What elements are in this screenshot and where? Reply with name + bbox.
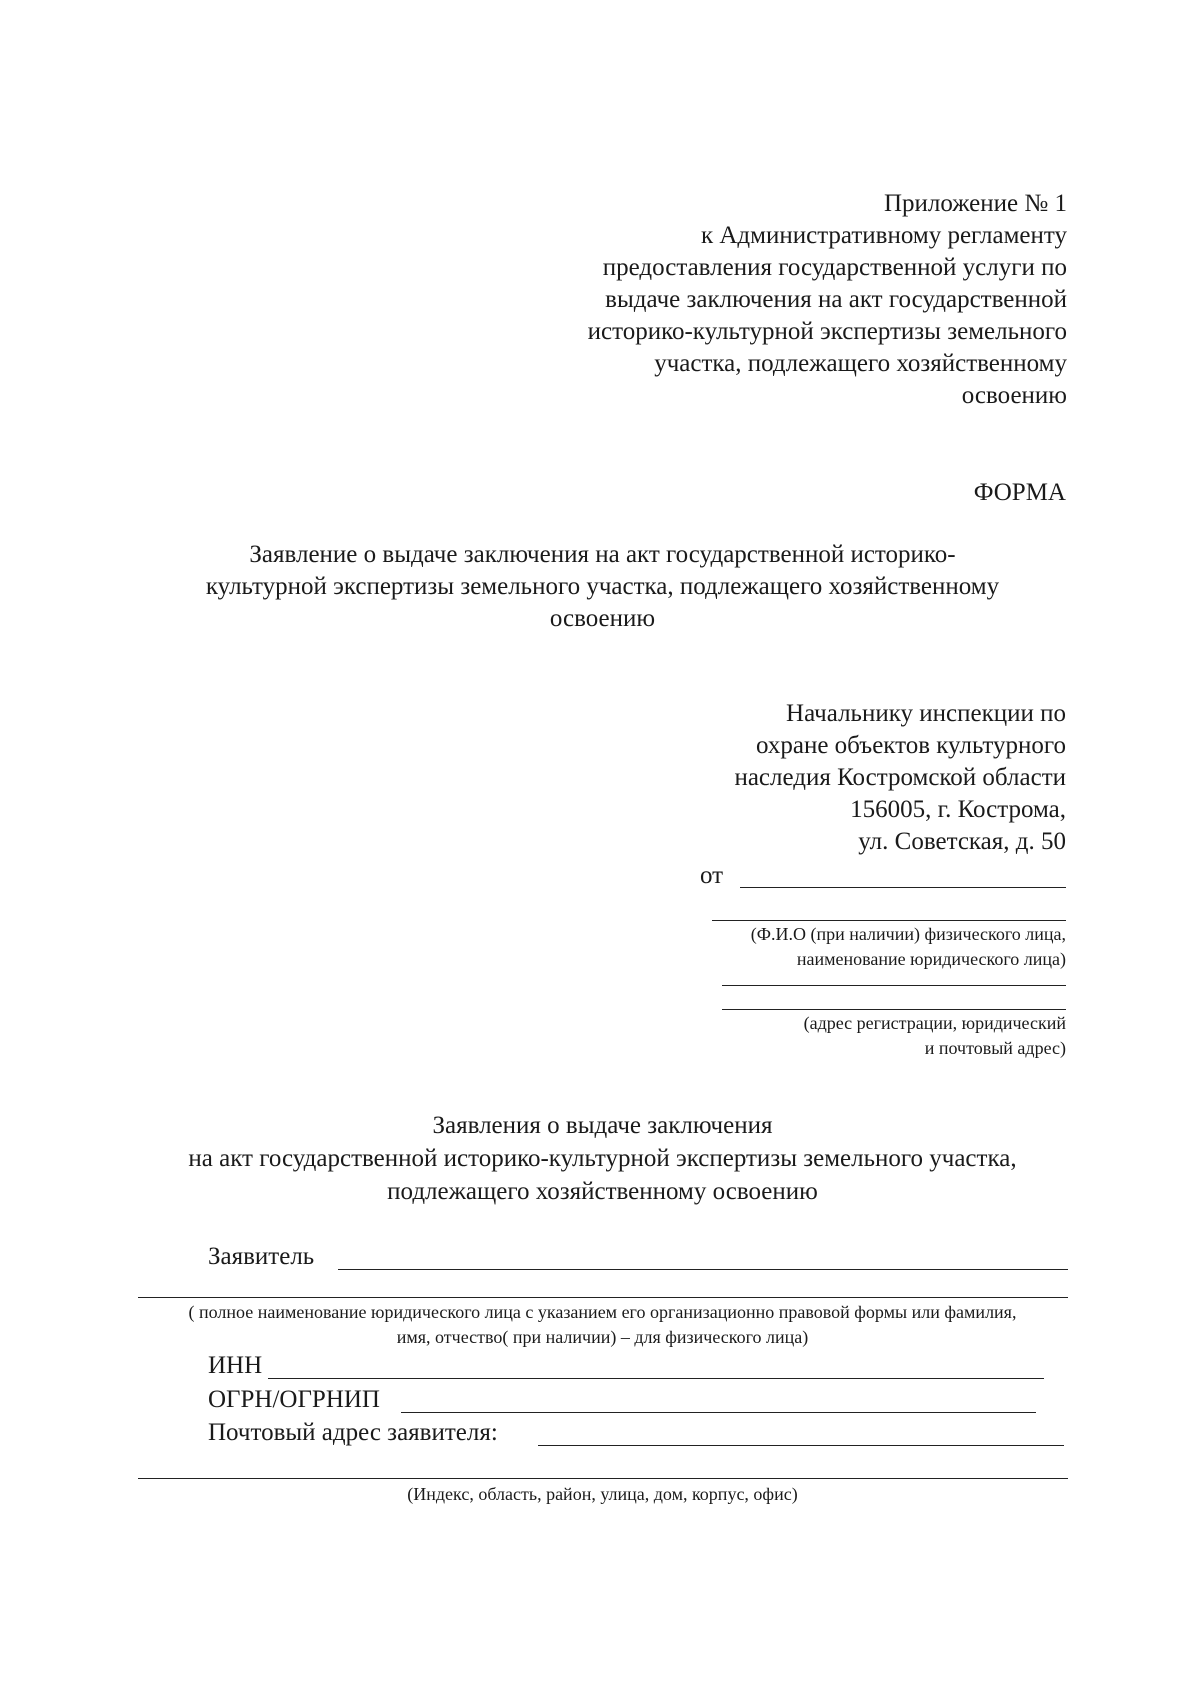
inn-blank-line[interactable]: [268, 1378, 1044, 1379]
title-line: Заявление о выдаче заключения на акт государственной историко-: [249, 541, 956, 568]
caption-line: имя, отчество( при наличии) – для физического лица): [396, 1327, 809, 1347]
address-blank-line[interactable]: [722, 985, 1066, 986]
caption-line: ( полное наименование юридического лица с указанием его организационно правовой формы или фамилия,: [188, 1302, 1017, 1322]
ogrn-field[interactable]: [208, 1384, 1036, 1418]
document-title: [140, 539, 1065, 635]
fio-blank-line[interactable]: [712, 920, 1066, 921]
appendix-line: освоению: [961, 382, 1067, 409]
appendix-line: выдаче заключения на акт государственной: [605, 286, 1067, 313]
appendix-reference: [507, 188, 1067, 412]
ogrn-blank-line[interactable]: [401, 1412, 1036, 1413]
addressee-line: ул. Советская, д. 50: [858, 828, 1066, 855]
caption-line: (Ф.И.О (при наличии) физического лица,: [750, 924, 1066, 944]
appendix-line: Приложение № 1: [883, 190, 1067, 217]
title-line: освоению: [549, 605, 656, 632]
ogrn-label: ОГРН/ОГРНИП: [208, 1386, 380, 1413]
application-title: [130, 1109, 1075, 1208]
caption-line: наименование юридического лица): [796, 949, 1066, 969]
title-line: подлежащего хозяйственному освоению: [387, 1178, 818, 1205]
postal-address-label: Почтовый адрес заявителя:: [208, 1419, 498, 1446]
appendix-line: к Административному регламенту: [700, 222, 1067, 249]
caption-line: (адрес регистрации, юридический: [803, 1013, 1066, 1033]
title-line: культурной экспертизы земельного участка, подлежащего хозяйственному: [205, 573, 1000, 600]
postal-address-blank-line[interactable]: [538, 1445, 1064, 1446]
title-line: на акт государственной историко-культурной экспертизы земельного участка,: [188, 1145, 1017, 1172]
appendix-line: историко-культурной экспертизы земельного: [587, 318, 1067, 345]
fio-caption: [686, 922, 1066, 972]
applicant-label: Заявитель: [208, 1243, 315, 1270]
address-caption: [686, 1011, 1066, 1061]
postal-address-blank-line-2[interactable]: [138, 1478, 1068, 1479]
appendix-line: участка, подлежащего хозяйственному: [654, 350, 1067, 377]
inn-field[interactable]: [208, 1350, 1044, 1384]
addressee-block: [646, 698, 1066, 858]
applicant-blank-line-2[interactable]: [138, 1297, 1068, 1298]
addressee-line: Начальнику инспекции по: [786, 700, 1066, 727]
appendix-line: предоставления государственной услуги по: [602, 254, 1067, 281]
addressee-line: 156005, г. Кострома,: [850, 796, 1066, 823]
title-line: Заявления о выдаче заключения: [432, 1112, 773, 1139]
form-label: ФОРМА: [973, 479, 1066, 506]
applicant-field[interactable]: [208, 1241, 1068, 1275]
addressee-line: наследия Костромской области: [734, 764, 1066, 791]
postal-address-field[interactable]: [208, 1417, 1064, 1451]
applicant-blank-line[interactable]: [338, 1269, 1068, 1270]
from-blank-line[interactable]: [740, 887, 1066, 888]
caption-line: и почтовый адрес): [924, 1038, 1066, 1058]
postal-caption: [130, 1482, 1075, 1507]
from-field[interactable]: [700, 860, 1066, 892]
from-label: от: [700, 862, 724, 889]
inn-label: ИНН: [208, 1352, 263, 1379]
applicant-caption: [130, 1300, 1075, 1350]
address-blank-line[interactable]: [722, 1009, 1066, 1010]
caption-line: (Индекс, область, район, улица, дом, корпус, офис): [407, 1484, 798, 1504]
addressee-line: охране объектов культурного: [755, 732, 1066, 759]
